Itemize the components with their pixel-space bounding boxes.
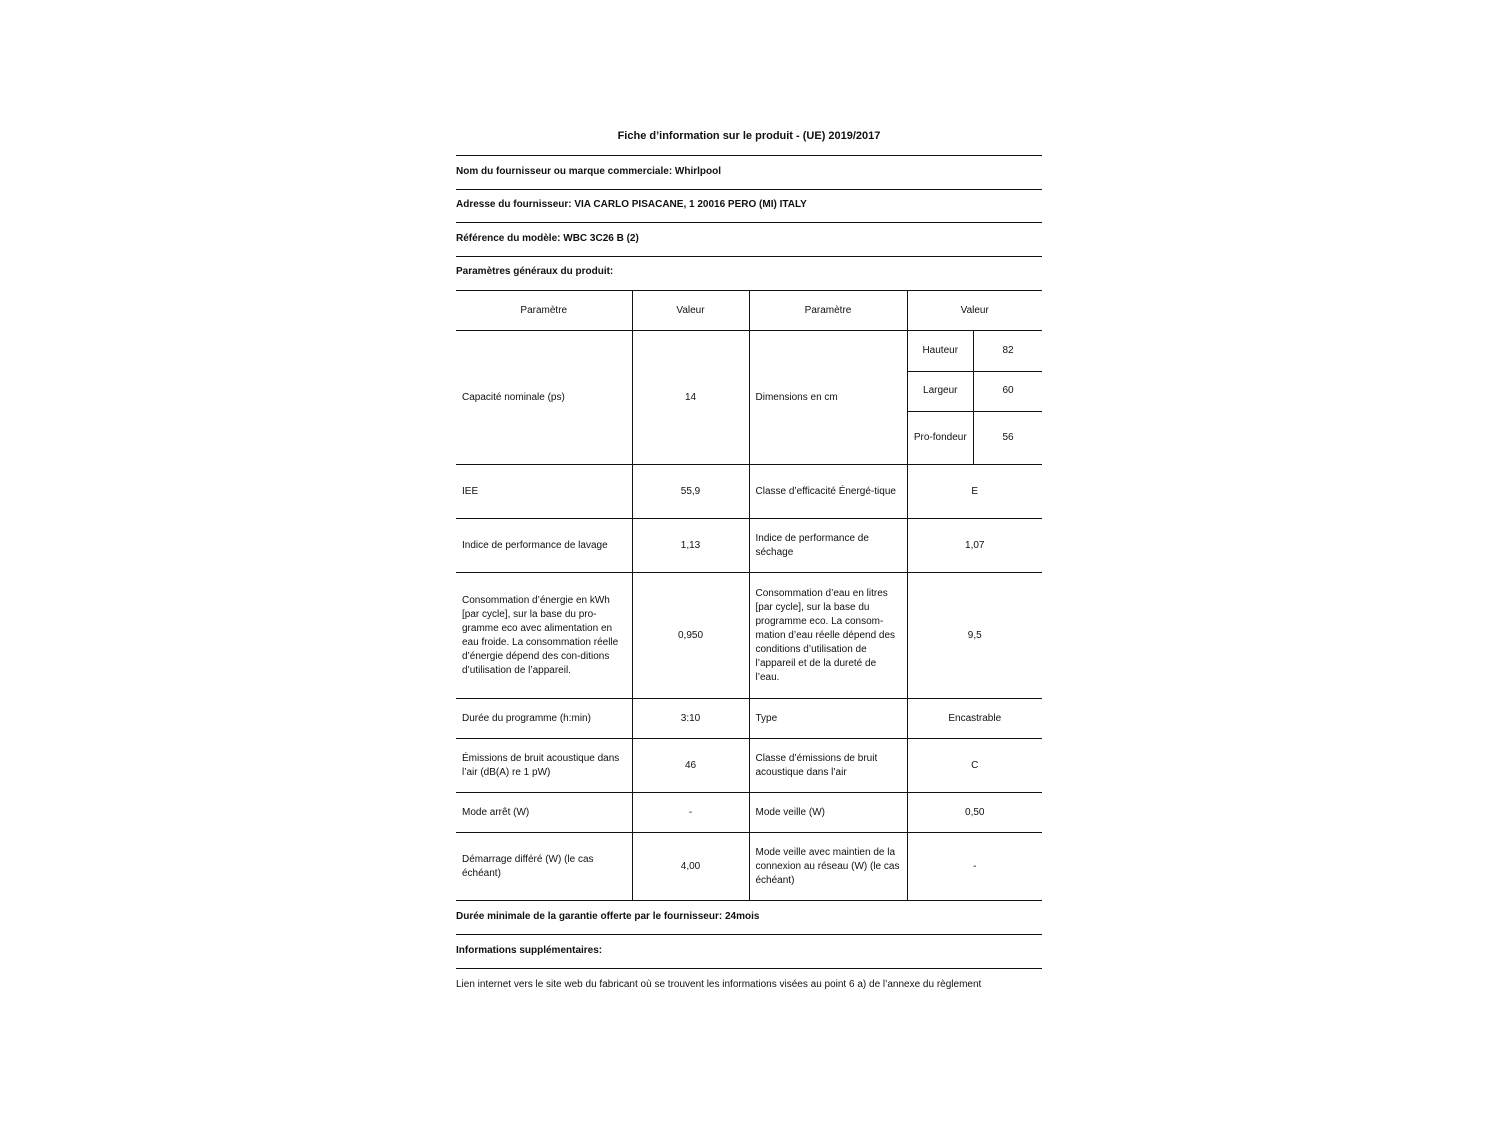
parameter-value: Encastrable (907, 699, 1042, 739)
dimensions-subtable (908, 331, 1043, 464)
dimensions-cell (907, 331, 1042, 465)
parameter-value: 0,50 (907, 793, 1042, 833)
supplier-address: Adresse du fournisseur: VIA CARLO PISACANE, 1 20016 PERO (MI) ITALY (456, 199, 807, 210)
parameter-value: - (632, 793, 749, 833)
divider (456, 222, 1042, 223)
column-header: Valeur (907, 291, 1042, 331)
additional-info-heading: Informations supplémentaires: (456, 945, 603, 956)
parameter-value: 46 (632, 739, 749, 793)
capacity-value: 14 (632, 331, 749, 465)
dimension-value: 60 (974, 371, 1043, 411)
parameter-value: 1,07 (907, 519, 1042, 573)
parameter-label: Démarrage différé (W) (le cas échéant) (456, 833, 632, 901)
table-row (456, 331, 1042, 465)
column-header: Valeur (632, 291, 749, 331)
divider (456, 968, 1042, 969)
parameter-value: - (907, 833, 1042, 901)
parameter-value: 9,5 (907, 573, 1042, 699)
table-row (456, 793, 1042, 833)
table-row (456, 465, 1042, 519)
parameter-label: Classe d’émissions de bruit acoustique dans l’air (749, 739, 907, 793)
divider (456, 189, 1042, 190)
parameter-label: Consommation d’eau en litres [par cycle], sur la base du programme eco. La consom-mation d’eau réelle dépend des conditions d’utilisation de l’appareil et de la dureté de l’eau. (749, 573, 907, 699)
parameter-value: 3:10 (632, 699, 749, 739)
parameter-label: IEE (456, 465, 632, 519)
dimension-label: Hauteur (908, 331, 974, 371)
column-header: Paramètre (749, 291, 907, 331)
parameter-label: Type (749, 699, 907, 739)
dimension-value: 82 (974, 331, 1043, 371)
manufacturer-link-text: Lien internet vers le site web du fabricant où se trouvent les informations visées au point 6 a) de l’annexe du règlement (456, 979, 982, 990)
dimension-row (908, 371, 1043, 411)
table-row (456, 573, 1042, 699)
parameter-value: 4,00 (632, 833, 749, 901)
parameter-value: 55,9 (632, 465, 749, 519)
column-header: Paramètre (456, 291, 632, 331)
parameter-value: 1,13 (632, 519, 749, 573)
dimension-value: 56 (974, 411, 1043, 464)
dimension-row (908, 331, 1043, 371)
divider (456, 934, 1042, 935)
divider (456, 155, 1042, 156)
parameters-table (456, 290, 1042, 901)
parameter-label: Mode arrêt (W) (456, 793, 632, 833)
parameter-label: Émissions de bruit acoustique dans l’air (dB(A) re 1 pW) (456, 739, 632, 793)
table-row (456, 739, 1042, 793)
dimensions-label: Dimensions en cm (749, 331, 907, 465)
parameter-label: Durée du programme (h:min) (456, 699, 632, 739)
sheet-title: Fiche d’information sur le produit - (UE) 2019/2017 (617, 130, 881, 142)
table-row (456, 699, 1042, 739)
model-reference: Référence du modèle: WBC 3C26 B (2) (456, 233, 639, 244)
parameter-label: Classe d’efficacité Énergé-tique (749, 465, 907, 519)
divider (456, 256, 1042, 257)
table-header-row (456, 291, 1042, 331)
parameter-label: Consommation d’énergie en kWh [par cycle], sur la base du pro-gramme eco avec alimentation en eau froide. La consommation réelle d’énergie dépend des con-ditions d’utilisation de l’appareil. (456, 573, 632, 699)
parameter-value: 0,950 (632, 573, 749, 699)
supplier-name: Nom du fournisseur ou marque commerciale: Whirlpool (456, 166, 722, 177)
table-row (456, 519, 1042, 573)
dimension-label: Pro-fondeur (913, 431, 967, 443)
parameter-label: Mode veille (W) (749, 793, 907, 833)
dimension-row (908, 411, 1043, 464)
table-row (456, 833, 1042, 901)
parameter-value: C (907, 739, 1042, 793)
warranty-line: Durée minimale de la garantie offerte par le fournisseur: 24mois (456, 911, 760, 922)
parameter-value: E (907, 465, 1042, 519)
dimension-label: Largeur (908, 371, 974, 411)
capacity-label: Capacité nominale (ps) (456, 331, 632, 465)
parameter-label: Indice de performance de séchage (749, 519, 907, 573)
parameter-label: Mode veille avec maintien de la connexion au réseau (W) (le cas échéant) (749, 833, 907, 901)
general-params-heading: Paramètres généraux du produit: (456, 266, 614, 277)
parameter-label: Indice de performance de lavage (456, 519, 632, 573)
